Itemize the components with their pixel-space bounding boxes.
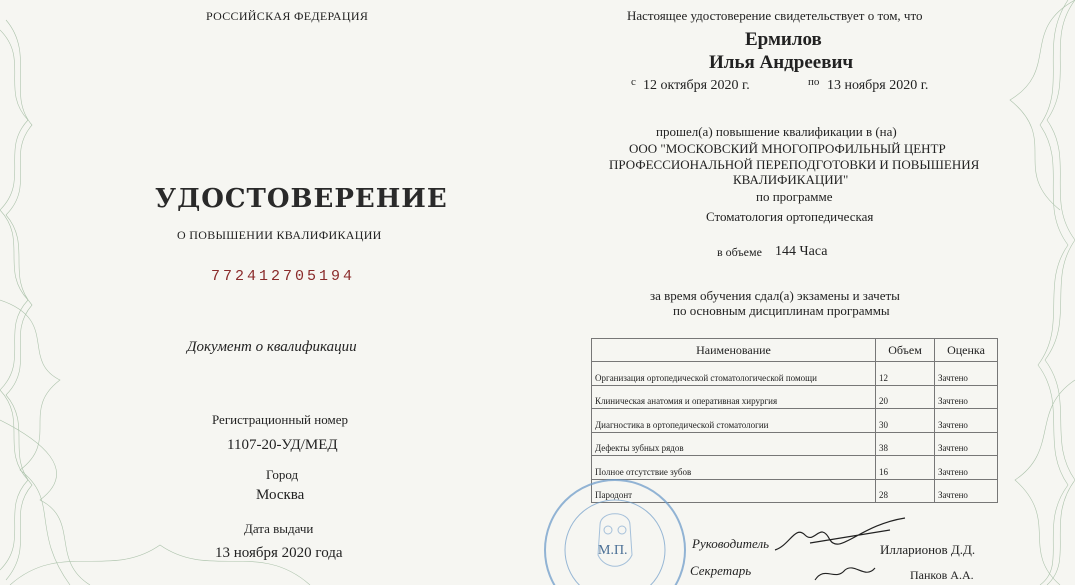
- subject-name: Организация ортопедической стоматологической помощи: [592, 362, 876, 386]
- seal-label: М.П.: [598, 543, 628, 558]
- subject-grade: Зачтено: [935, 432, 998, 456]
- organization-seal: [540, 475, 690, 585]
- subject-name: Дефекты зубных рядов: [592, 432, 876, 456]
- document-subtitle: О ПОВЫШЕНИИ КВАЛИФИКАЦИИ: [177, 228, 382, 242]
- period-from-date: 12 октября 2020 г.: [643, 78, 750, 93]
- table-row: [592, 385, 998, 409]
- organization-line-1: ООО "МОСКОВСКИЙ МНОГОПРОФИЛЬНЫЙ ЦЕНТР: [629, 141, 946, 156]
- subject-grade: Зачтено: [935, 479, 998, 503]
- table-row: [592, 362, 998, 386]
- secretary-signature: [810, 560, 880, 585]
- holder-name: Илья Андреевич: [709, 52, 854, 73]
- holder-surname: Ермилов: [745, 29, 822, 50]
- subject-name: Пародонт: [592, 479, 876, 503]
- serial-number: 772412705194: [211, 268, 356, 285]
- header-name: Наименование: [592, 339, 876, 362]
- subject-hours: 30: [876, 409, 935, 433]
- issue-date-label: Дата выдачи: [244, 521, 314, 536]
- document-title: УДОСТОВЕРЕНИЕ: [155, 184, 448, 214]
- secretary-label: Секретарь: [690, 563, 752, 578]
- volume-value: 144 Часа: [775, 244, 828, 259]
- subject-grade: Зачтено: [935, 385, 998, 409]
- table-header-row: [592, 339, 998, 362]
- subject-name: Диагностика в ортопедической стоматологии: [592, 409, 876, 433]
- subject-hours: 28: [876, 479, 935, 503]
- header-grade: Оценка: [935, 339, 998, 362]
- city-label: Город: [266, 467, 299, 482]
- exams-line-1: за время обучения сдал(а) экзамены и зачеты: [650, 288, 900, 303]
- subject-grade: Зачтено: [935, 409, 998, 433]
- period-to-date: 13 ноября 2020 г.: [827, 78, 929, 93]
- organization-line-2: ПРОФЕССИОНАЛЬНОЙ ПЕРЕПОДГОТОВКИ И ПОВЫШЕНИЯ: [609, 157, 980, 172]
- subject-hours: 12: [876, 362, 935, 386]
- secretary-name: Панков А.А.: [910, 568, 974, 582]
- subject-name: Полное отсутствие зубов: [592, 456, 876, 480]
- country-label: РОССИЙСКАЯ ФЕДЕРАЦИЯ: [206, 9, 369, 23]
- volume-label: в объеме: [717, 245, 762, 259]
- subject-hours: 38: [876, 432, 935, 456]
- period-from-label: с: [631, 76, 636, 88]
- table-row: [592, 409, 998, 433]
- program-name: Стоматология ортопедическая: [706, 209, 874, 224]
- subject-hours: 16: [876, 456, 935, 480]
- head-name: Илларионов Д.Д.: [880, 542, 976, 557]
- head-label: Руководитель: [692, 536, 770, 551]
- passed-text: прошел(а) повышение квалификации в (на): [656, 124, 897, 139]
- subject-grade: Зачтено: [935, 456, 998, 480]
- subject-name: Клиническая анатомия и оперативная хирургия: [592, 385, 876, 409]
- header-volume: Объем: [876, 339, 935, 362]
- city-value: Москва: [256, 487, 305, 503]
- subject-grade: Зачтено: [935, 362, 998, 386]
- document-type: Документ о квалификации: [187, 339, 357, 355]
- issue-date: 13 ноября 2020 года: [215, 545, 343, 561]
- table-row: [592, 432, 998, 456]
- intro-text: Настоящее удостоверение свидетельствует о том, что: [627, 8, 923, 23]
- period-to-label: по: [808, 76, 820, 88]
- organization-line-3: КВАЛИФИКАЦИИ": [733, 172, 849, 187]
- registration-number: 1107-20-УД/МЕД: [227, 437, 338, 453]
- program-label: по программе: [756, 189, 833, 204]
- subject-hours: 20: [876, 385, 935, 409]
- exams-line-2: по основным дисциплинам программы: [673, 303, 890, 318]
- registration-label: Регистрационный номер: [212, 412, 348, 427]
